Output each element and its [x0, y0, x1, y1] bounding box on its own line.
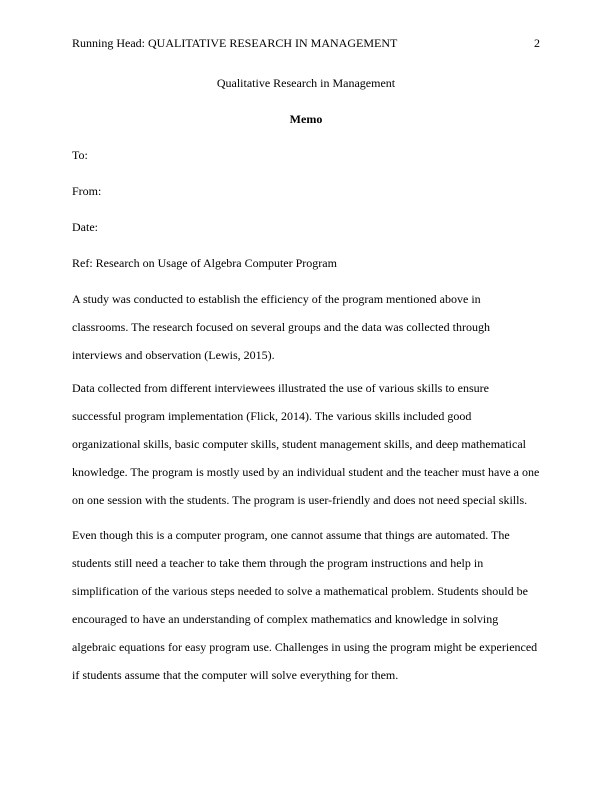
memo-heading: Memo — [289, 112, 323, 126]
paragraph-line: Even though this is a computer program, one cannot assume that things are automated. The — [72, 528, 510, 542]
paragraph-2 — [72, 380, 542, 520]
from-field: From: — [72, 184, 102, 198]
paragraph-3 — [72, 527, 542, 695]
paragraph-line: algebraic equations for easy program use. Challenges in using the program might be experienced — [72, 640, 538, 654]
paragraph-line: Data collected from different interviewees illustrated the use of various skills to ensure — [72, 381, 489, 395]
running-head: Running Head: QUALITATIVE RESEARCH IN MANAGEMENT — [72, 36, 398, 50]
document-title: Qualitative Research in Management — [216, 76, 396, 90]
ref-field: Ref: Research on Usage of Algebra Computer Program — [72, 256, 337, 270]
paragraph-line: students still need a teacher to take them through the program instructions and help in — [72, 556, 484, 570]
to-field: To: — [72, 148, 88, 162]
paragraph-line: on one session with the students. The program is user-friendly and does not need special skills. — [72, 493, 528, 507]
paragraph-line: knowledge. The program is mostly used by an individual student and the teacher must have a one — [72, 465, 540, 479]
page-header — [72, 36, 540, 52]
paragraph-line: encouraged to have an understanding of complex mathematics and knowledge in solving — [72, 612, 499, 626]
paragraph-line: A study was conducted to establish the efficiency of the program mentioned above in — [72, 292, 481, 306]
paragraph-1 — [72, 291, 542, 375]
paragraph-line: classrooms. The research focused on several groups and the data was collected through — [72, 320, 490, 334]
date-field: Date: — [72, 220, 98, 234]
paragraph-line: organizational skills, basic computer skills, student management skills, and deep mathematical — [72, 437, 527, 451]
page-number: 2 — [534, 36, 540, 50]
paragraph-line: if students assume that the computer will solve everything for them. — [72, 668, 399, 682]
paragraph-line: interviews and observation (Lewis, 2015). — [72, 348, 275, 362]
paragraph-line: successful program implementation (Flick, 2014). The various skills included good — [72, 409, 472, 423]
paragraph-line: simplification of the various steps needed to solve a mathematical problem. Students should be — [72, 584, 528, 598]
